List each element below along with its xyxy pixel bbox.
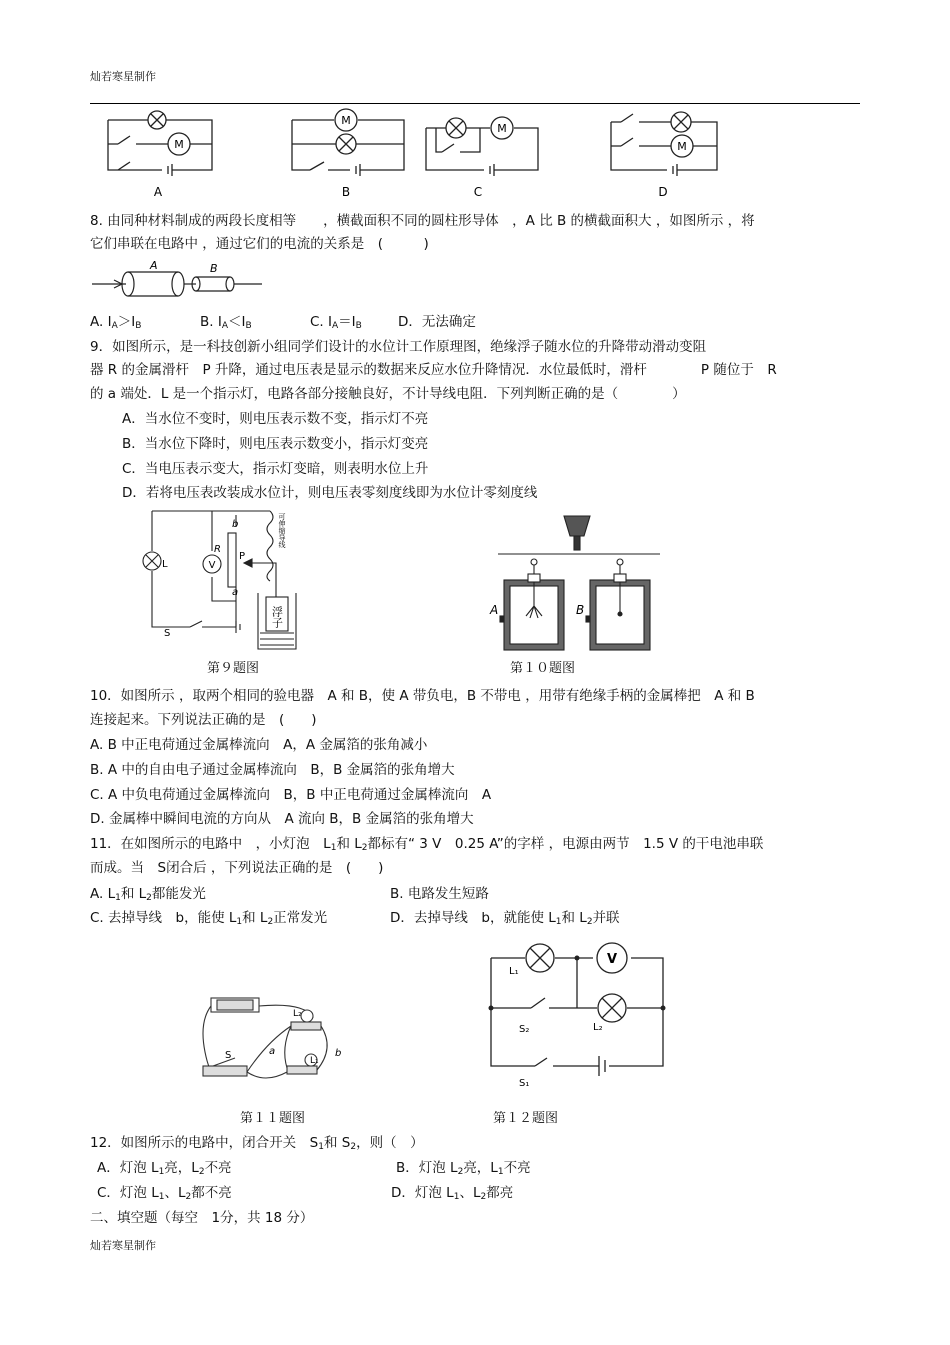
q10-stem-line1: 10．如图所示 ，取两个相同的验电器 A 和 B，使 A 带负电，B 不带电 ，用带有绝缘手柄的金属棒把 A 和 B <box>90 688 755 704</box>
resistor-r-label: R <box>214 544 221 555</box>
switch-s1-label: S₁ <box>519 1078 530 1089</box>
q9-figure-caption: 第９题图 <box>207 661 260 676</box>
q9-water-level-circuit <box>140 505 310 655</box>
wire-b-label: b <box>335 1048 342 1059</box>
q9-stem-line2: 器 R 的金属滑杆 P 升降，通过电压表是显示的数据来反应水位升降情况．水位最低时，滑杆 P 随位于 R <box>90 362 777 378</box>
switch-s2-label: S₂ <box>519 1024 530 1035</box>
q8-option-b: B. $I_A<I_B$ <box>200 314 252 331</box>
q7-label-a: A <box>153 185 163 199</box>
q10-figure-caption: 第１０题图 <box>510 661 576 676</box>
motor-label: M <box>174 138 184 151</box>
q9-stem-line3: 的 a 端处．L 是一个指示灯，电路各部分接触良好，不计导线电阻．下列判断正确的是（ ） <box>90 386 686 402</box>
voltmeter-label: V <box>606 952 618 967</box>
wire-a-label: a <box>269 1046 276 1057</box>
q7-label-b: B <box>341 185 351 199</box>
q11-option-d: D．去掉导线 b，就能使 $L_1$和 $L_2$并联 <box>390 910 620 927</box>
q11-option-c: C. 去掉导线 b，能使 $L_1$和 $L_2$正常发光 <box>90 910 328 927</box>
q8-stem-line2: 它们串联在电路中 ，通过它们的电流的关系是 ( ) <box>90 236 429 252</box>
q12-option-c: C．灯泡 $L_1$、$L_2$都不亮 <box>97 1185 232 1202</box>
q7-label-d: D <box>658 185 668 199</box>
q11-stem-line2: 而成。当 S闭合后 ，下列说法正确的是 ( ) <box>90 860 384 876</box>
q9-stem-line1: 9．如图所示，是一科技创新小组同学们设计的水位计工作原理图，绝缘浮子随水位的升降带动滑动变阻 <box>90 339 707 355</box>
q7-label-c: C <box>473 185 483 199</box>
electroscope-a-label: A <box>490 603 499 617</box>
q11-figure-caption: 第１１题图 <box>240 1111 306 1126</box>
page-footer: 灿若寒星制作 <box>90 1239 156 1252</box>
electroscope-b-label: B <box>576 603 585 617</box>
q7-circuit-b <box>288 108 408 198</box>
lamp-l-label: L <box>162 559 168 570</box>
q10-option-b: B. A 中的自由电子通过金属棒流向 B，B 金属箔的张角增大 <box>90 762 455 778</box>
end-b-label: b <box>232 519 239 530</box>
q11-option-a: A. $L_1$和 $L_2$都能发光 <box>90 886 206 903</box>
q8-option-c: C. $I_A=I_B$ <box>310 314 362 331</box>
motor-label: M <box>677 140 687 153</box>
conductor-b-label: B <box>210 262 218 275</box>
lamp-l2-label: L₂ <box>293 1009 302 1019</box>
q12-option-a: A．灯泡 $L_1$亮，$L_2$不亮 <box>97 1160 232 1177</box>
q11-stem-line1: 11．在如图所示的电路中 ，小灯泡 $L_1$和 $L_2$都标有“ 3 V 0.25 A”的字样 ，电源由两节 1.5 V 的干电池串联 <box>90 836 764 853</box>
q10-option-a: A. B 中正电荷通过金属棒流向 A，A 金属箔的张角减小 <box>90 737 428 753</box>
page-header: 灿若寒星制作 <box>90 70 156 83</box>
conductor-a-label: A <box>150 259 158 272</box>
q12-stem: 12．如图所示的电路中，闭合开关 $S_1$和 $S_2$，则（ ） <box>90 1135 424 1152</box>
q10-option-c: C. A 中负电荷通过金属棒流向 B，B 中正电荷通过金属棒流向 A <box>90 787 492 803</box>
slider-p-label: P <box>239 551 246 562</box>
lamp-l1-label: L₁ <box>310 1056 319 1066</box>
q7-circuit-a <box>100 108 220 198</box>
motor-label: M <box>341 114 351 127</box>
q9-option-b: B．当水位下降时，则电压表示数变小，指示灯变亮 <box>122 436 429 452</box>
q8-stem-line1: 8. 由同种材料制成的两段长度相等 ，横截面积不同的圆柱形导体 ，A 比 B 的横截面积大 ，如图所示 ，将 <box>90 213 755 229</box>
q9-option-c: C．当电压表示变大，指示灯变暗，则表明水位上升 <box>122 461 429 477</box>
q9-option-a: A．当水位不变时，则电压表示数不变，指示灯不亮 <box>122 411 429 427</box>
motor-label: M <box>497 122 507 135</box>
q7-circuit-d <box>605 108 725 198</box>
q7-circuit-c <box>420 108 545 198</box>
q11-option-b: B. 电路发生短路 <box>390 886 489 902</box>
q8-conductors-figure <box>92 258 272 303</box>
q10-stem-line2: 连接起来。下列说法正确的是 ( ) <box>90 712 317 728</box>
section-2-heading: 二、填空题（每空 1分，共 18 分） <box>90 1210 314 1226</box>
q12-option-b: B．灯泡 $L_2$亮，$L_1$不亮 <box>396 1160 531 1177</box>
end-a-label: a <box>232 587 239 598</box>
flexible-wire-label: 可伸缩导线 <box>278 513 286 548</box>
q9-option-d: D．若将电压表改装成水位计，则电压表零刻度线即为水位计零刻度线 <box>122 485 538 501</box>
voltmeter-label: V <box>208 560 216 571</box>
lamp-l1-label: L₁ <box>509 966 519 977</box>
q10-option-d: D. 金属棒中瞬间电流的方向从 A 流向 B，B 金属箔的张角增大 <box>90 811 474 827</box>
q12-figure-caption: 第１２题图 <box>493 1111 559 1126</box>
header-rule <box>90 103 860 104</box>
lamp-l2-label: L₂ <box>593 1022 603 1033</box>
q12-circuit-diagram <box>485 940 675 1090</box>
switch-s-label: S <box>225 1050 232 1061</box>
q11-physical-circuit <box>195 992 355 1092</box>
q10-electroscopes-figure <box>488 512 673 657</box>
q8-option-a: A. $I_A>I_B$ <box>90 314 142 331</box>
switch-s-label: S <box>164 628 171 639</box>
float-label: 浮子 <box>270 606 284 628</box>
q8-option-d: D．无法确定 <box>398 314 476 330</box>
q12-option-d: D．灯泡 $L_1$、$L_2$都亮 <box>391 1185 514 1202</box>
